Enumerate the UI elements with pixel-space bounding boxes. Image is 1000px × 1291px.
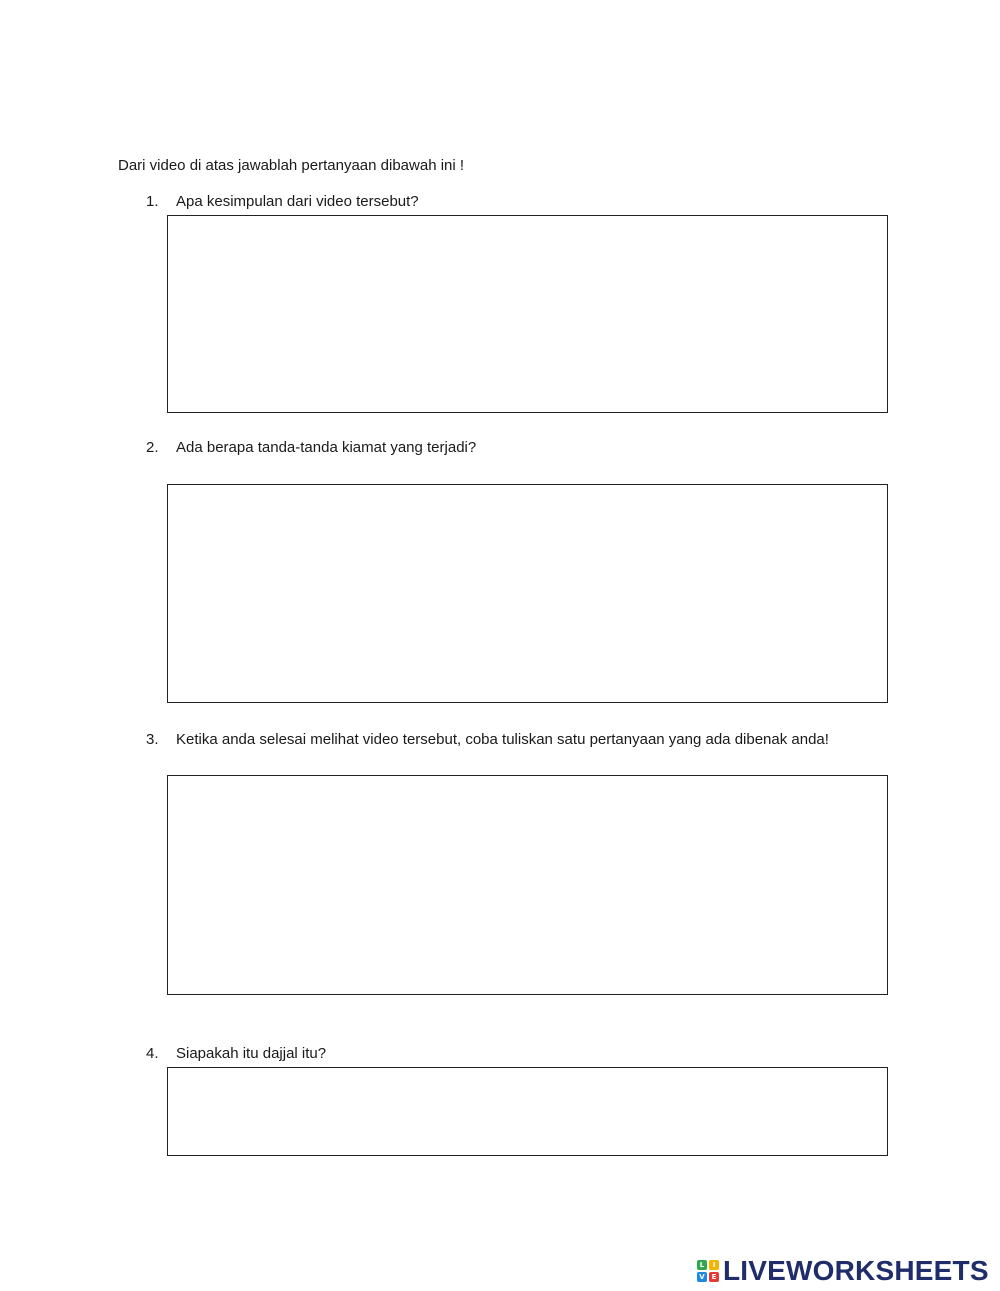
question-text: Siapakah itu dajjal itu? (176, 1045, 327, 1062)
question-number: 3. (146, 731, 159, 748)
answer-box-1[interactable] (167, 215, 888, 413)
question-4 (146, 1042, 866, 1065)
question-number: 4. (146, 1045, 159, 1062)
question-number: 1. (146, 193, 159, 210)
liveworksheets-logo (697, 1257, 989, 1285)
logo-block-l: L (697, 1260, 707, 1270)
question-2 (146, 436, 866, 459)
answer-box-4[interactable] (167, 1067, 888, 1156)
question-3 (146, 728, 866, 751)
question-text: Ada berapa tanda-tanda kiamat yang terjadi? (176, 439, 477, 456)
logo-block-v: V (697, 1272, 707, 1282)
question-number: 2. (146, 439, 159, 456)
logo-block-e: E (709, 1272, 719, 1282)
logo-icon (697, 1260, 719, 1282)
question-text: Ketika anda selesai melihat video tersebut, coba tuliskan satu pertanyaan yang ada dibenak anda! (176, 731, 829, 748)
logo-text: LIVEWORKSHEETS (723, 1255, 989, 1286)
answer-box-3[interactable] (167, 775, 888, 995)
question-text: Apa kesimpulan dari video tersebut? (176, 193, 419, 210)
logo-block-i: I (709, 1260, 719, 1270)
answer-box-2[interactable] (167, 484, 888, 703)
question-1 (146, 190, 866, 213)
instructions-text: Dari video di atas jawablah pertanyaan dibawah ini ! (118, 157, 465, 174)
